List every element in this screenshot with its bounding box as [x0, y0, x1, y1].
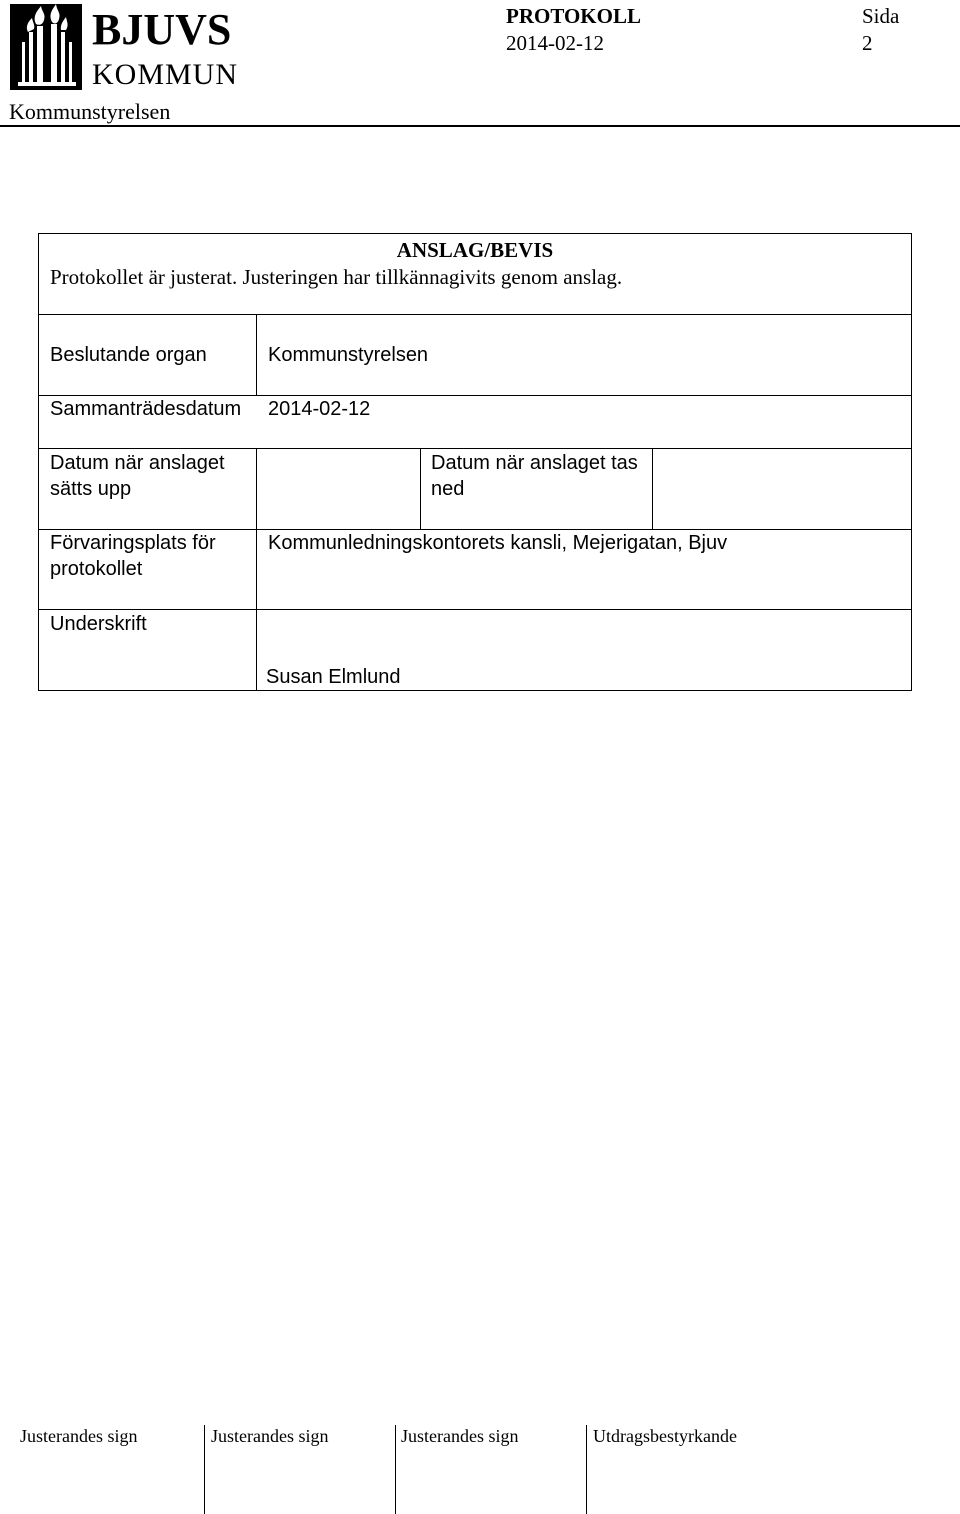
notice-box [38, 233, 912, 691]
column-divider [256, 314, 257, 395]
notice-title: ANSLAG/BEVIS [396, 238, 554, 262]
notice-statement: Protokollet är justerat. Justeringen har tillkännagivits genom anslag. [50, 265, 623, 289]
footer-divider [395, 1425, 396, 1514]
decision-body-label: Beslutande organ [50, 344, 207, 366]
footer-adjuster-sign-1: Justerandes sign [20, 1426, 138, 1446]
footer-adjuster-sign-2: Justerandes sign [211, 1426, 329, 1446]
document-title: PROTOKOLL [506, 4, 641, 28]
department-name: Kommunstyrelsen [9, 99, 171, 124]
removed-date-label: Datum när anslaget tas ned [431, 452, 638, 500]
svg-text:BJUVS: BJUVS [92, 5, 232, 54]
footer-adjuster-sign-3: Justerandes sign [401, 1426, 519, 1446]
column-divider [652, 448, 653, 529]
svg-text:KOMMUN: KOMMUN [92, 58, 239, 91]
column-divider [256, 448, 257, 691]
torch-emblem-icon [8, 2, 248, 98]
bjuvs-kommun-logo [8, 2, 248, 98]
posted-date-label: Datum när anslaget sätts upp [50, 452, 225, 500]
page-label: Sida [862, 4, 900, 28]
column-divider [420, 448, 421, 529]
document-date: 2014-02-12 [506, 31, 604, 55]
meeting-date-value: 2014-02-12 [268, 398, 371, 420]
decision-body-value: Kommunstyrelsen [268, 344, 429, 366]
row-divider [39, 609, 911, 610]
footer-divider [204, 1425, 205, 1514]
row-divider [39, 448, 911, 449]
page-number: 2 [862, 31, 873, 55]
storage-label: Förvaringsplats för protokollet [50, 532, 216, 580]
meeting-date-label: Sammanträdesdatum [50, 398, 242, 420]
signer-name: Susan Elmlund [266, 666, 401, 688]
header-divider [0, 125, 960, 127]
footer-divider [586, 1425, 587, 1514]
storage-value: Kommunledningskontorets kansli, Mejerigatan, Bjuv [268, 532, 728, 554]
footer-extract-certification: Utdragsbestyrkande [593, 1426, 737, 1446]
row-divider [39, 314, 911, 315]
signature-label: Underskrift [50, 613, 147, 635]
